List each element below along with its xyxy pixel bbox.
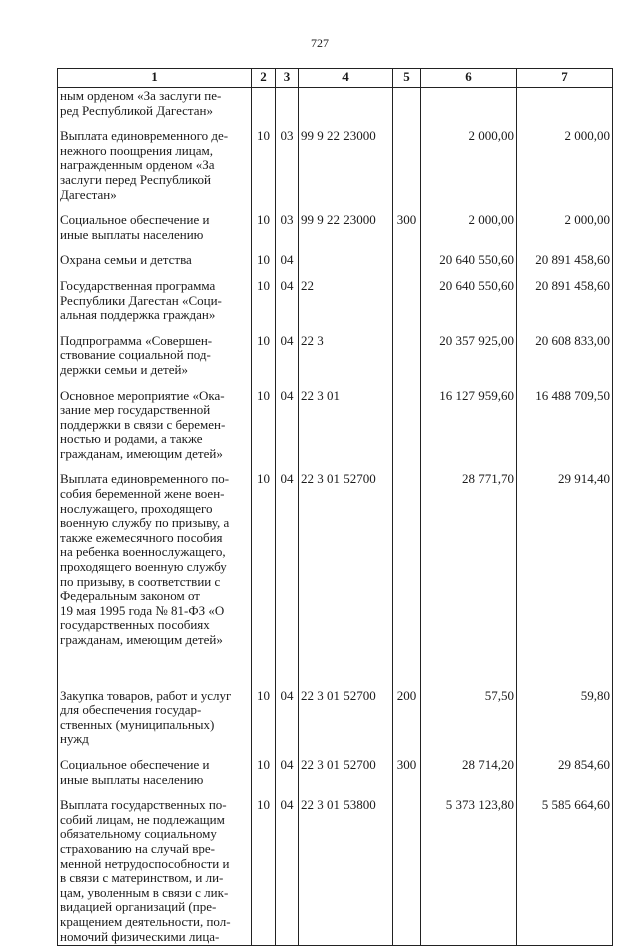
row-amount-2022: 28 771,70 xyxy=(421,462,517,648)
row-subsection: 04 xyxy=(276,462,299,648)
row-section: 10 xyxy=(252,649,276,748)
table-row xyxy=(58,649,613,748)
row-amount-2023: 2 000,00 xyxy=(517,119,613,203)
row-section: 10 xyxy=(252,203,276,243)
row-section: 10 xyxy=(252,379,276,463)
row-amount-2023: 20 891 458,60 xyxy=(517,269,613,324)
budget-table xyxy=(57,68,613,946)
row-amount-2023: 5 585 664,60 xyxy=(517,788,613,945)
row-target-article: 22 3 01 52700 xyxy=(299,649,393,748)
row-expense-type xyxy=(393,788,421,945)
row-name: Закупка товаров, работ и услуг для обеспечения государ- ственных (муниципальных) нужд xyxy=(58,649,252,748)
row-target-article xyxy=(299,88,393,120)
row-subsection: 04 xyxy=(276,243,299,269)
row-amount-2023: 2 000,00 xyxy=(517,203,613,243)
row-expense-type xyxy=(393,269,421,324)
row-expense-type: 300 xyxy=(393,203,421,243)
row-amount-2022: 28 714,20 xyxy=(421,748,517,788)
row-subsection xyxy=(276,88,299,120)
column-header-1: 1 xyxy=(58,69,252,88)
row-subsection: 03 xyxy=(276,119,299,203)
table-row xyxy=(58,243,613,269)
row-subsection: 04 xyxy=(276,748,299,788)
table-row xyxy=(58,203,613,243)
row-name: ным орденом «За заслуги пе- ред Республикой Дагестан» xyxy=(58,88,252,120)
row-target-article xyxy=(299,243,393,269)
row-name: Социальное обеспечение и иные выплаты населению xyxy=(58,203,252,243)
table-row xyxy=(58,324,613,379)
row-subsection: 04 xyxy=(276,269,299,324)
row-amount-2022 xyxy=(421,88,517,120)
row-expense-type xyxy=(393,88,421,120)
row-section: 10 xyxy=(252,748,276,788)
row-amount-2022: 2 000,00 xyxy=(421,203,517,243)
row-name: Охрана семьи и детства xyxy=(58,243,252,269)
row-amount-2023: 20 608 833,00 xyxy=(517,324,613,379)
row-amount-2022: 16 127 959,60 xyxy=(421,379,517,463)
row-subsection: 04 xyxy=(276,649,299,748)
table-row xyxy=(58,788,613,945)
row-expense-type xyxy=(393,379,421,463)
row-name: Выплата единовременного де- нежного поощрения лицам, награжденным орденом «За заслуги перед Республикой Дагестан» xyxy=(58,119,252,203)
row-expense-type xyxy=(393,119,421,203)
row-target-article: 99 9 22 23000 xyxy=(299,203,393,243)
row-subsection: 04 xyxy=(276,788,299,945)
column-header-6: 6 xyxy=(421,69,517,88)
row-target-article: 22 3 xyxy=(299,324,393,379)
column-header-2: 2 xyxy=(252,69,276,88)
row-expense-type: 200 xyxy=(393,649,421,748)
row-amount-2022: 2 000,00 xyxy=(421,119,517,203)
page-number: 727 xyxy=(311,36,329,50)
table-row xyxy=(58,748,613,788)
row-target-article: 22 3 01 xyxy=(299,379,393,463)
column-header-7: 7 xyxy=(517,69,613,88)
row-amount-2023: 29 854,60 xyxy=(517,748,613,788)
row-amount-2022: 20 640 550,60 xyxy=(421,269,517,324)
row-amount-2022: 20 640 550,60 xyxy=(421,243,517,269)
row-section: 10 xyxy=(252,243,276,269)
row-amount-2023 xyxy=(517,88,613,120)
column-header-5: 5 xyxy=(393,69,421,88)
column-header-4: 4 xyxy=(299,69,393,88)
row-subsection: 04 xyxy=(276,324,299,379)
row-section: 10 xyxy=(252,119,276,203)
table-row xyxy=(58,462,613,648)
row-expense-type: 300 xyxy=(393,748,421,788)
row-subsection: 04 xyxy=(276,379,299,463)
row-name: Основное мероприятие «Ока- зание мер государственной поддержки в связи с беремен- ностью и родами, а также гражданам, имеющим детей» xyxy=(58,379,252,463)
row-section: 10 xyxy=(252,788,276,945)
table-row xyxy=(58,269,613,324)
table-row xyxy=(58,379,613,463)
row-amount-2022: 20 357 925,00 xyxy=(421,324,517,379)
row-expense-type xyxy=(393,243,421,269)
row-name: Государственная программа Республики Дагестан «Соци- альная поддержка граждан» xyxy=(58,269,252,324)
row-amount-2023: 20 891 458,60 xyxy=(517,243,613,269)
row-section: 10 xyxy=(252,269,276,324)
row-name: Подпрограмма «Совершен- ствование социальной под- держки семьи и детей» xyxy=(58,324,252,379)
row-section xyxy=(252,88,276,120)
table-row xyxy=(58,88,613,120)
table-header-row xyxy=(58,69,613,88)
row-name: Выплата государственных по- собий лицам, не подлежащим обязательному социальному страхованию на случай вре- менной нетрудоспособности и в связи с материнством, и ли- цам, уволенным в связи с лик- видацией организаций (пре- кращением деятельности, пол- номочий физическими лица- xyxy=(58,788,252,945)
row-section: 10 xyxy=(252,462,276,648)
row-section: 10 xyxy=(252,324,276,379)
row-target-article: 22 xyxy=(299,269,393,324)
table-row xyxy=(58,119,613,203)
row-expense-type xyxy=(393,462,421,648)
row-amount-2023: 29 914,40 xyxy=(517,462,613,648)
row-name: Выплата единовременного по- собия беременной жене воен- нослужащего, проходящего военную службу по призыву, а также ежемесячного пособия на ребенка военнослужащего, проходящего военную службу по призыву, в соответствии с Федеральным законом от 19 мая 1995 года № 81-ФЗ «О государственных пособиях гражданам, имеющим детей» xyxy=(58,462,252,648)
row-target-article: 22 3 01 52700 xyxy=(299,748,393,788)
row-target-article: 22 3 01 53800 xyxy=(299,788,393,945)
row-amount-2022: 5 373 123,80 xyxy=(421,788,517,945)
row-amount-2023: 16 488 709,50 xyxy=(517,379,613,463)
row-target-article: 99 9 22 23000 xyxy=(299,119,393,203)
row-target-article: 22 3 01 52700 xyxy=(299,462,393,648)
row-name: Социальное обеспечение и иные выплаты населению xyxy=(58,748,252,788)
column-header-3: 3 xyxy=(276,69,299,88)
row-subsection: 03 xyxy=(276,203,299,243)
row-amount-2022: 57,50 xyxy=(421,649,517,748)
row-expense-type xyxy=(393,324,421,379)
row-amount-2023: 59,80 xyxy=(517,649,613,748)
